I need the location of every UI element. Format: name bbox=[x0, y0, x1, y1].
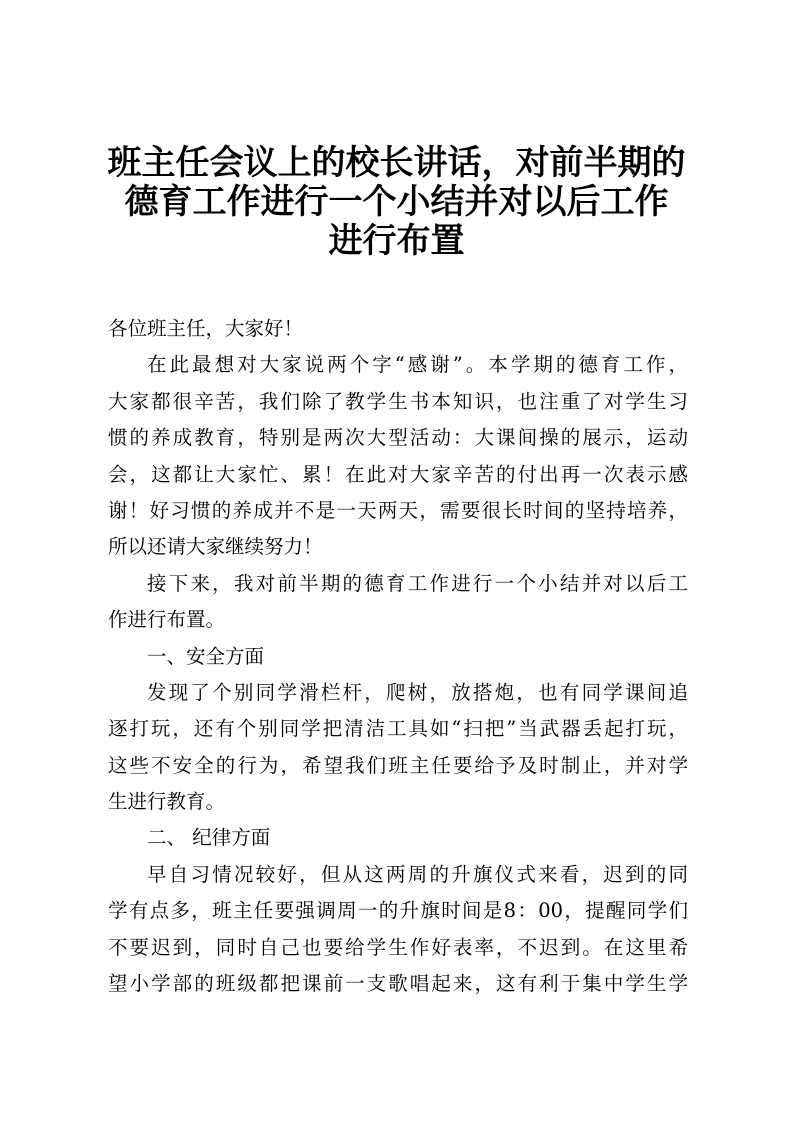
title-line: 进行布置 bbox=[328, 221, 465, 261]
body-text-line: 惯的养成教育，特别是两次大型活动：大课间操的展示，运动 bbox=[108, 426, 688, 450]
body-text-line: 各位班主任，大家好！ bbox=[108, 317, 304, 340]
body-text-line: 在此最想对大家说两个字“感谢”。本学期的德育工作， bbox=[147, 353, 688, 377]
body-text-line: 生进行教育。 bbox=[108, 790, 226, 814]
body-text-line: 所以还请大家继续努力！ bbox=[108, 535, 323, 559]
document-title bbox=[60, 144, 733, 261]
body-text-line: 早自习情况较好，但从这两周的升旗仪式来看，迟到的同 bbox=[147, 862, 688, 886]
body-text-line: 作进行布置。 bbox=[108, 608, 226, 632]
body-text-line: 一、安全方面 bbox=[147, 644, 265, 668]
body-text-line: 这些不安全的行为，希望我们班主任要给予及时制止，并对学 bbox=[108, 753, 688, 777]
body-text-line: 会，这都让大家忙、累！在此对大家辛苦的付出再一次表示感 bbox=[108, 462, 688, 486]
title-line: 德育工作进行一个小结并对以后工作 bbox=[124, 182, 669, 222]
body-text-line: 谢！好习惯的养成并不是一天两天，需要很长时间的坚持培养， bbox=[108, 498, 688, 522]
body-text-line: 不要迟到，同时自己也要给学生作好表率，不迟到。在这里希 bbox=[108, 935, 688, 959]
body-text-line: 二、 纪律方面 bbox=[147, 826, 271, 850]
body-text-line: 学有点多，班主任要强调周一的升旗时间是8：00，提醒同学们 bbox=[108, 899, 688, 923]
body-text-line: 发现了个别同学滑栏杆，爬树，放搭炮，也有同学课间追 bbox=[147, 680, 688, 704]
body-text-line: 大家都很辛苦，我们除了教学生书本知识，也注重了对学生习 bbox=[108, 389, 688, 413]
title-line: 班主任会议上的校长讲话，对前半期的 bbox=[107, 143, 686, 183]
document-body bbox=[108, 311, 688, 1002]
body-text-line: 望小学部的班级都把课前一支歌唱起来，这有利于集中学生学 bbox=[108, 972, 688, 996]
body-text-line: 接下来，我对前半期的德育工作进行一个小结并对以后工 bbox=[147, 571, 688, 595]
body-text-line: 逐打玩，还有个别同学把清洁工具如“扫把”当武器丢起打玩， bbox=[108, 717, 688, 741]
